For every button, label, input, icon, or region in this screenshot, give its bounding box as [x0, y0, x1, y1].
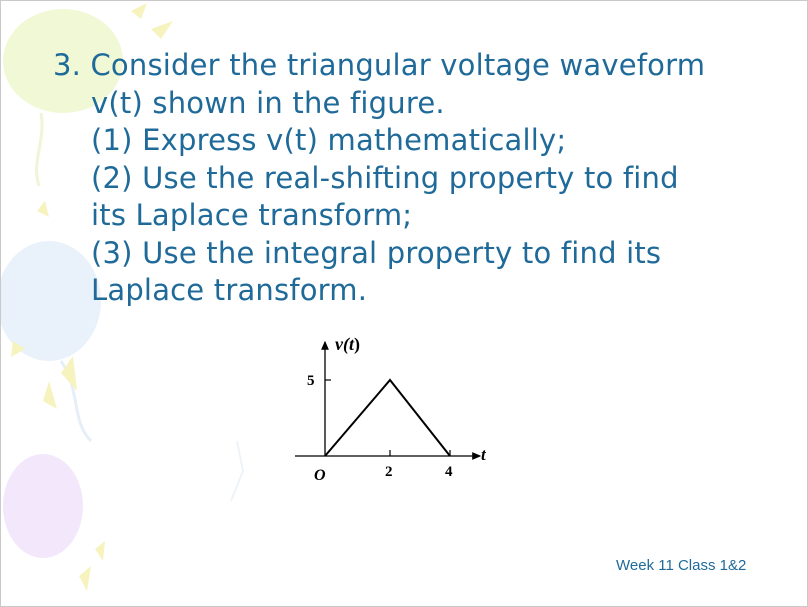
y-axis-label: v(t) [335, 334, 360, 354]
x-tick-label-4: 4 [445, 464, 453, 480]
problem-line-5: its Laplace transform; [91, 198, 413, 232]
problem-line-2: v(t) shown in the figure. [91, 85, 445, 120]
x-axis-label: t [481, 445, 486, 464]
problem-line-1: 3. Consider the triangular voltage waveform [53, 48, 706, 82]
problem-line-4: (2) Use the real-shifting property to find [91, 160, 679, 195]
waveform-figure [285, 324, 505, 484]
problem-text [53, 47, 773, 310]
footer-week-label: Week 11 Class 1&2 [616, 557, 747, 574]
origin-label: O [314, 467, 326, 484]
problem-line-6: (3) Use the integral property to find its [91, 235, 662, 270]
x-tick-label-2: 2 [385, 464, 393, 480]
problem-line-7: Laplace transform. [91, 273, 368, 307]
problem-line-3: (1) Express v(t) mathematically; [91, 123, 567, 157]
y-tick-label-5: 5 [307, 373, 315, 389]
triangular-waveform [325, 380, 450, 456]
